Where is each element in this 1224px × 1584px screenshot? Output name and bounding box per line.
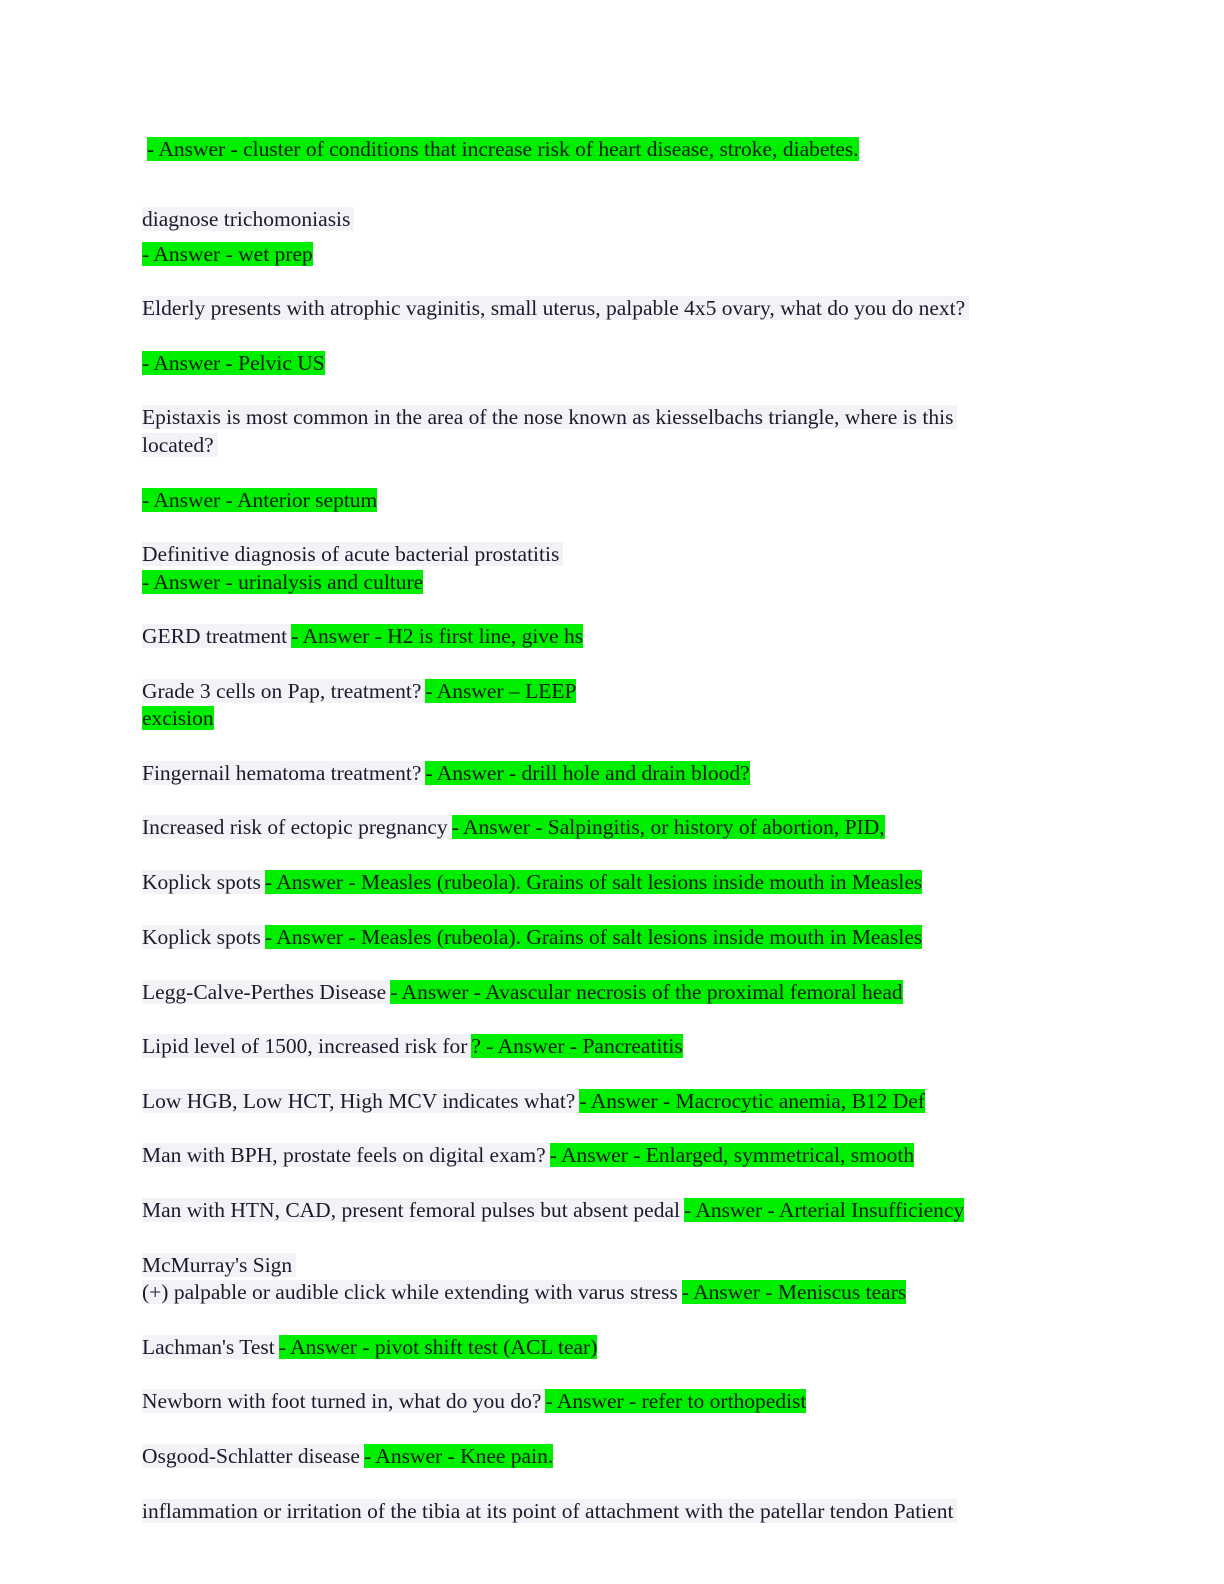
question-text: diagnose trichomoniasis (142, 207, 354, 231)
answer-text: - Answer - cluster of conditions that increase risk of heart disease, stroke, diabetes. (147, 137, 859, 161)
question-text: Koplick spots (142, 870, 265, 894)
answer-text: - Answer - H2 is first line, give hs (291, 624, 584, 648)
answer-text: - Answer - Knee pain. (363, 1444, 554, 1468)
question-text: Lipid level of 1500, increased risk for (142, 1034, 471, 1058)
question-text: Osgood-Schlatter disease (142, 1444, 364, 1468)
answer-text: - Answer - Meniscus tears (681, 1280, 907, 1304)
answer-text: ? - Answer - Pancreatitis (471, 1034, 683, 1058)
qa-item (142, 677, 576, 705)
question-text: (+) palpable or audible click while extending with varus stress (142, 1280, 682, 1304)
answer-text: - Answer - Enlarged, symmetrical, smooth (549, 1143, 915, 1167)
question-text (142, 205, 354, 233)
qa-item (142, 923, 922, 951)
question-text: Koplick spots (142, 925, 265, 949)
answer-text: - Answer - urinalysis and culture (142, 570, 424, 594)
qa-item (142, 1497, 957, 1525)
question-text: Epistaxis is most common in the area of the nose known as kiesselbachs triangle, where is this (142, 405, 957, 429)
question-text: Low HGB, Low HCT, High MCV indicates what? (142, 1089, 579, 1113)
question-text: Elderly presents with atrophic vaginitis, small uterus, palpable 4x5 ovary, what do you do next? (142, 296, 969, 320)
question-text: Fingernail hematoma treatment? (142, 761, 425, 785)
question-text: located? (142, 433, 218, 457)
answer-text: - Answer - pivot shift test (ACL tear) (278, 1335, 598, 1359)
qa-item (142, 978, 903, 1006)
answer-text: - Answer - Measles (rubeola). Grains of salt lesions inside mouth in Measles (264, 925, 923, 949)
qa-item (142, 431, 218, 459)
answer-text: - Answer – LEEP (425, 679, 577, 703)
answer-text: - Answer - Salpingitis, or history of abortion, PID, (451, 815, 885, 839)
answer-text: - Answer - refer to orthopedist (545, 1389, 807, 1413)
qa-item (142, 486, 377, 514)
qa-item (142, 294, 969, 322)
answer-text: - Answer - Pelvic US (142, 351, 325, 375)
question-text: Definitive diagnosis of acute bacterial prostatitis (142, 542, 563, 566)
question-text: Grade 3 cells on Pap, treatment? (142, 679, 425, 703)
qa-item (142, 1196, 964, 1224)
question-text: Man with BPH, prostate feels on digital exam? (142, 1143, 550, 1167)
qa-item (142, 622, 583, 650)
qa-item (142, 403, 957, 431)
answer-text: - Answer - Macrocytic anemia, B12 Def (579, 1089, 926, 1113)
qa-item (142, 1442, 553, 1470)
answer-text: - Answer - Anterior septum (142, 488, 378, 512)
answer-text: - Answer - Measles (rubeola). Grains of salt lesions inside mouth in Measles (264, 870, 923, 894)
answer-text: - Answer - drill hole and drain blood? (425, 761, 750, 785)
qa-item (142, 1251, 296, 1279)
qa-item (142, 1333, 597, 1361)
answer-text: - Answer - Avascular necrosis of the proximal femoral head (390, 980, 903, 1004)
qa-item (142, 704, 214, 732)
qa-item (142, 1141, 914, 1169)
qa-item (142, 1032, 683, 1060)
qa-item (142, 349, 325, 377)
qa-item (142, 540, 563, 568)
answer-text: - Answer - wet prep (142, 242, 313, 266)
qa-item (142, 568, 423, 596)
question-text: Lachman's Test (142, 1335, 279, 1359)
qa-item (142, 868, 922, 896)
question-text: inflammation or irritation of the tibia at its point of attachment with the patellar tendon Patient (142, 1499, 957, 1523)
answer-text: - Answer - Arterial Insufficiency (683, 1198, 965, 1222)
question-text: Man with HTN, CAD, present femoral pulses but absent pedal (142, 1198, 684, 1222)
qa-item (142, 1387, 806, 1415)
qa-item (147, 135, 859, 163)
question-text: GERD treatment (142, 624, 291, 648)
qa-item (142, 240, 313, 268)
question-text: McMurray's Sign (142, 1253, 296, 1277)
question-text: Newborn with foot turned in, what do you do? (142, 1389, 545, 1413)
qa-item (142, 1278, 906, 1306)
qa-item (142, 813, 885, 841)
question-text: Legg-Calve-Perthes Disease (142, 980, 390, 1004)
qa-item (142, 1087, 925, 1115)
answer-text: excision (142, 706, 214, 730)
qa-item (142, 759, 750, 787)
question-text: Increased risk of ectopic pregnancy (142, 815, 452, 839)
